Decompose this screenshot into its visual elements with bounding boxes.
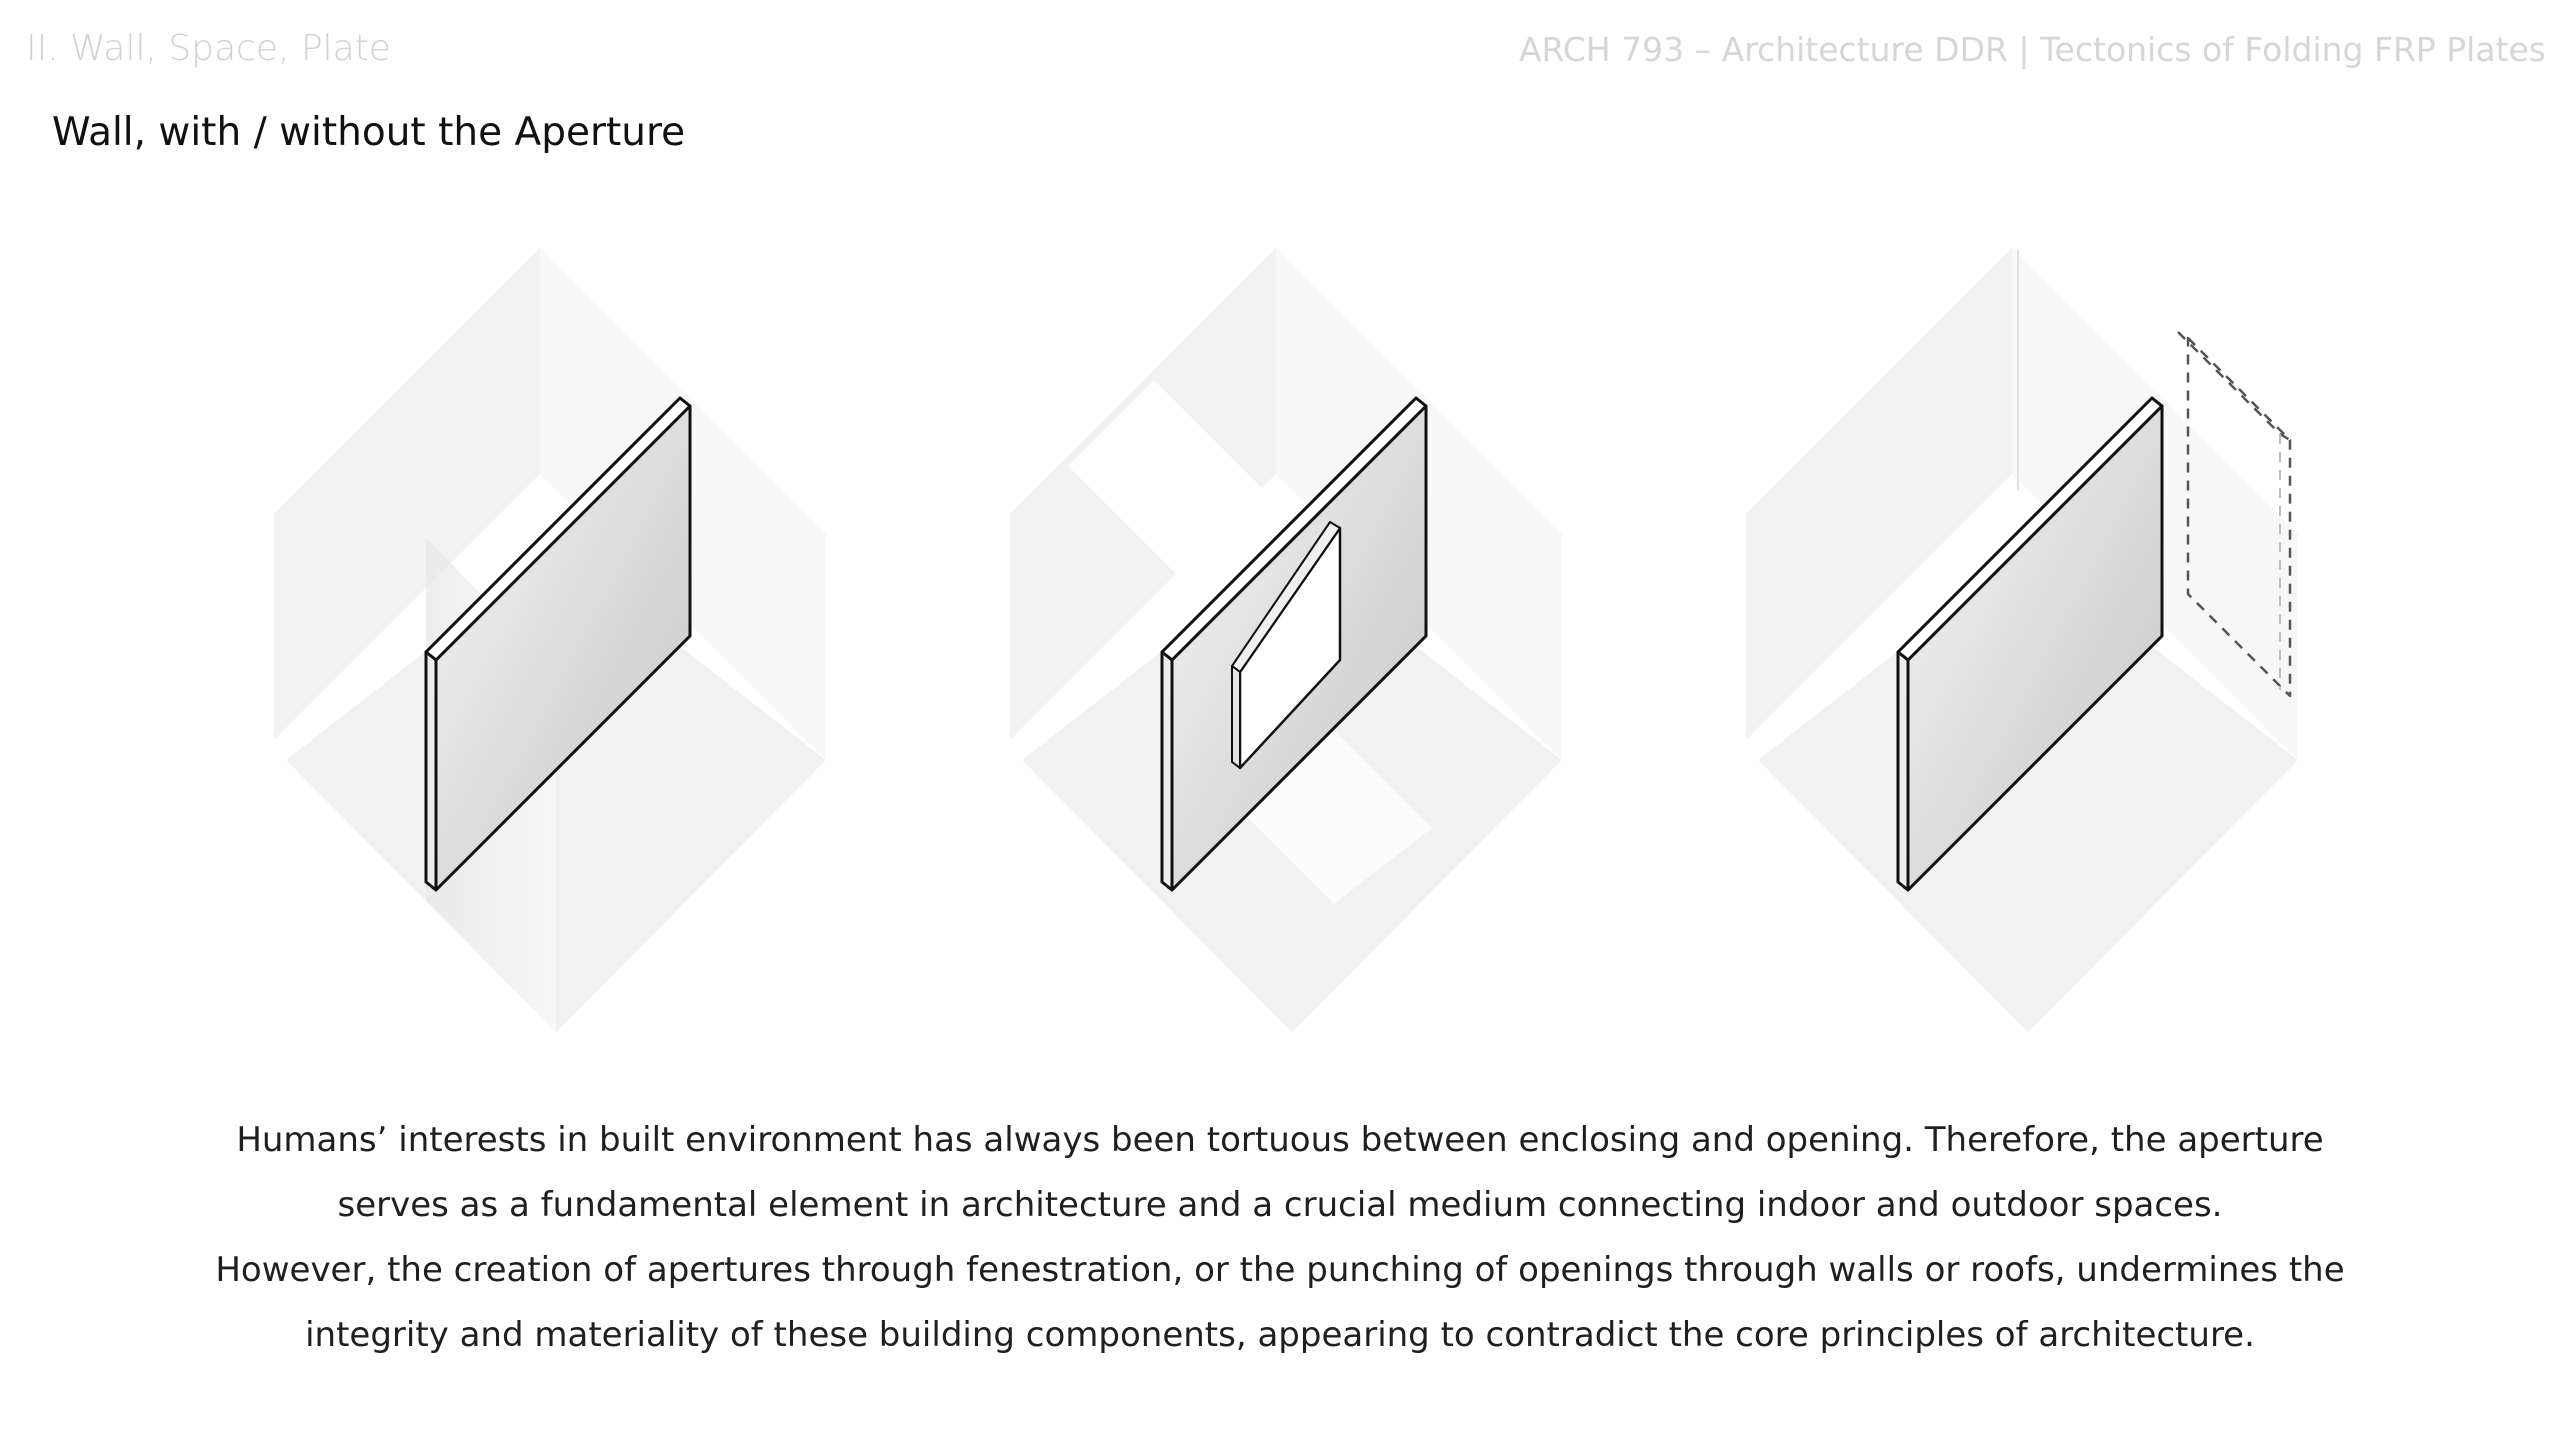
removed-panel-edge-dashed: [2178, 332, 2290, 440]
page-title: Wall, with / without the Aperture: [52, 110, 686, 155]
diagram-row: [0, 220, 2560, 1060]
description-paragraph-2: However, the creation of apertures through fenestration, or the punching of openings through walls or roofs, undermines the integrity and materiality of these building components, appearing to contradict the core principles of architecture.: [215, 1250, 2345, 1355]
description-text: [200, 1108, 2360, 1368]
wall-edge-side: [1162, 652, 1172, 890]
wall-removed-illustration: [1712, 220, 2352, 1060]
course-label: ARCH 793 – Architecture DDR | Tectonics of Folding FRP Plates: [1518, 30, 2546, 69]
aperture-sill: [1232, 666, 1240, 768]
wall-aperture-illustration: [976, 220, 1616, 1060]
diagram-wall-solid: [240, 220, 880, 1060]
wall-edge-side: [426, 652, 436, 890]
wall-solid-illustration: [240, 220, 880, 1060]
diagram-wall-with-aperture: [976, 220, 1616, 1060]
page-header: [0, 0, 2560, 110]
section-label: II. Wall, Space, Plate: [26, 28, 391, 69]
description-paragraph-1: Humans’ interests in built environment has always been tortuous between enclosing and opening. Therefore, the aperture serves as a fundamental element in architecture and a crucial medium connecting indoor and outdoor spaces.: [236, 1120, 2324, 1225]
wall-edge-side: [1898, 652, 1908, 890]
diagram-wall-with-removed-part: [1712, 220, 2352, 1060]
